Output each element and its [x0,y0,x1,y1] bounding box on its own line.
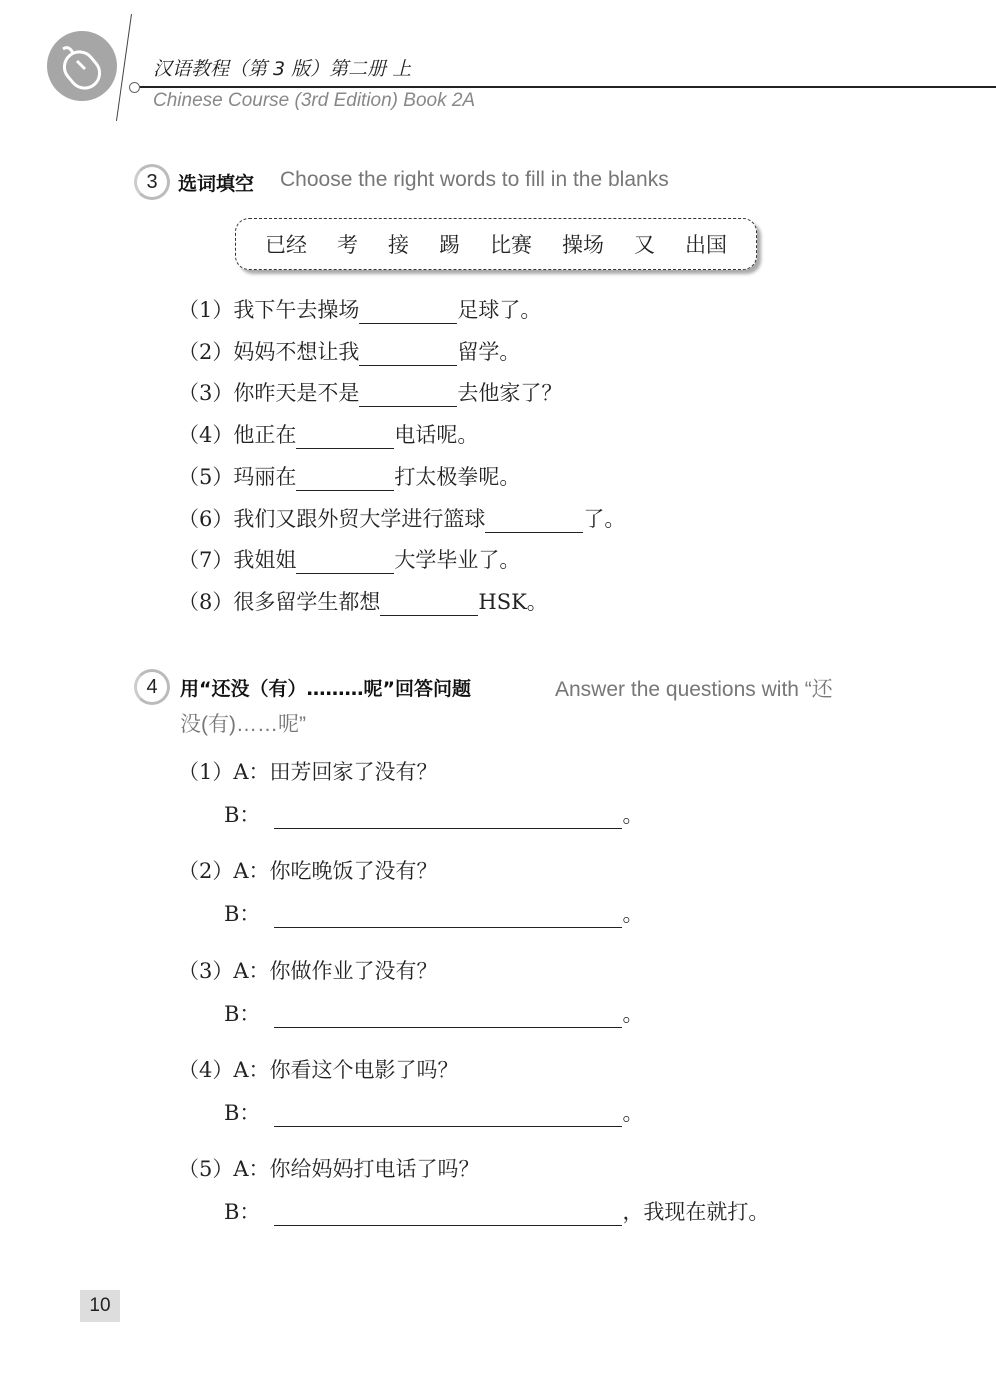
header-divider [116,14,132,121]
answer-ending: 。 [622,803,644,827]
answer-b-label: B： [224,902,261,926]
answer-blank[interactable] [274,1005,622,1028]
exercise-item [178,461,520,491]
fill-blank[interactable] [359,384,457,407]
word: 操场 [562,233,604,257]
mouse-logo-icon [47,31,117,101]
item-text-after: HSK。 [478,590,548,614]
answer-line [224,799,643,829]
section-title-cn: 用“还没（有）………呢”回答问题 [180,678,471,700]
question-item [178,955,438,985]
item-number: （8） [178,590,234,614]
item-text-before: 玛丽在 [233,465,297,489]
item-number: （1） [178,298,234,322]
item-number: （4） [178,423,234,447]
fill-blank[interactable] [359,301,457,324]
item-number: （5） [178,465,234,489]
answer-ending: 。 [622,1101,644,1125]
answer-line [224,1097,643,1127]
item-text-before: 我们又跟外贸大学进行篮球 [233,507,486,531]
word-bank [235,218,757,270]
answer-line [224,998,643,1028]
exercise-item [178,544,520,574]
section-title-en: Answer the questions with “还 [555,678,833,701]
answer-line [224,1196,769,1226]
word: 又 [634,233,655,257]
word: 出国 [685,233,727,257]
question-a: A：你吃晚饭了没有？ [233,859,438,883]
exercise-item [178,586,548,616]
answer-blank[interactable] [274,806,622,829]
word: 考 [337,233,358,257]
section-number: 3 [134,164,170,200]
section-title-en: Choose the right words to fill in the blanks [280,168,669,191]
item-number: （2） [178,340,234,364]
question-a: A：你给妈妈打电话了吗？ [233,1157,480,1181]
item-text-before: 妈妈不想让我 [233,340,360,364]
question-item [178,855,438,885]
item-text-after: 打太极拳呢。 [394,465,521,489]
question-a: A：你看这个电影了吗？ [233,1058,459,1082]
item-text-after: 了。 [583,507,626,531]
item-number: （7） [178,548,234,572]
answer-b-label: B： [224,1101,261,1125]
item-number: （1） [178,760,234,784]
item-text-before: 我姐姐 [233,548,297,572]
exercise-item [178,336,520,366]
section-title-cn: 选词填空 [178,173,255,195]
item-text-after: 足球了。 [457,298,542,322]
answer-ending: 。 [622,1002,644,1026]
section-number: 4 [134,669,170,705]
fill-blank[interactable] [485,510,583,533]
exercise-item [178,503,625,533]
item-text-after: 电话呢。 [394,423,479,447]
item-number: （6） [178,507,234,531]
question-item [178,756,438,786]
answer-blank[interactable] [274,1104,622,1127]
item-number: （3） [178,381,234,405]
item-text-after: 留学。 [457,340,521,364]
answer-blank[interactable] [274,905,622,928]
question-item [178,1054,459,1084]
book-title-cn: 汉语教程（第 3 版）第二册 上 [153,58,412,80]
item-text-before: 我下午去操场 [233,298,360,322]
answer-blank[interactable] [274,1203,622,1226]
exercise-item [178,294,541,324]
fill-blank[interactable] [296,468,394,491]
answer-b-label: B： [224,803,261,827]
word: 已经 [265,233,307,257]
item-number: （4） [178,1058,234,1082]
item-number: （5） [178,1157,234,1181]
item-text-after: 大学毕业了。 [394,548,521,572]
page-number: 10 [80,1290,120,1322]
question-a: A：你做作业了没有？ [233,959,438,983]
answer-b-label: B： [224,1002,261,1026]
question-a: A：田芳回家了没有？ [233,760,438,784]
word: 比赛 [490,233,532,257]
word: 接 [388,233,409,257]
fill-blank[interactable] [359,343,457,366]
fill-blank[interactable] [380,593,478,616]
item-number: （3） [178,959,234,983]
answer-b-label: B： [224,1200,261,1224]
item-number: （2） [178,859,234,883]
item-text-before: 很多留学生都想 [233,590,381,614]
header-rule [138,86,996,88]
item-text-before: 他正在 [233,423,297,447]
answer-ending: ，我现在就打。 [622,1200,770,1224]
fill-blank[interactable] [296,551,394,574]
book-title-en: Chinese Course (3rd Edition) Book 2A [153,90,476,111]
section-title-en-cont: 没(有)……呢” [180,713,306,736]
answer-line [224,898,643,928]
fill-blank[interactable] [296,426,394,449]
exercise-item [178,419,478,449]
exercise-item [178,377,562,407]
item-text-before: 你昨天是不是 [233,381,360,405]
question-item [178,1153,480,1183]
answer-ending: 。 [622,902,644,926]
ring-icon [129,82,140,93]
word: 踢 [439,233,460,257]
item-text-after: 去他家了？ [457,381,563,405]
